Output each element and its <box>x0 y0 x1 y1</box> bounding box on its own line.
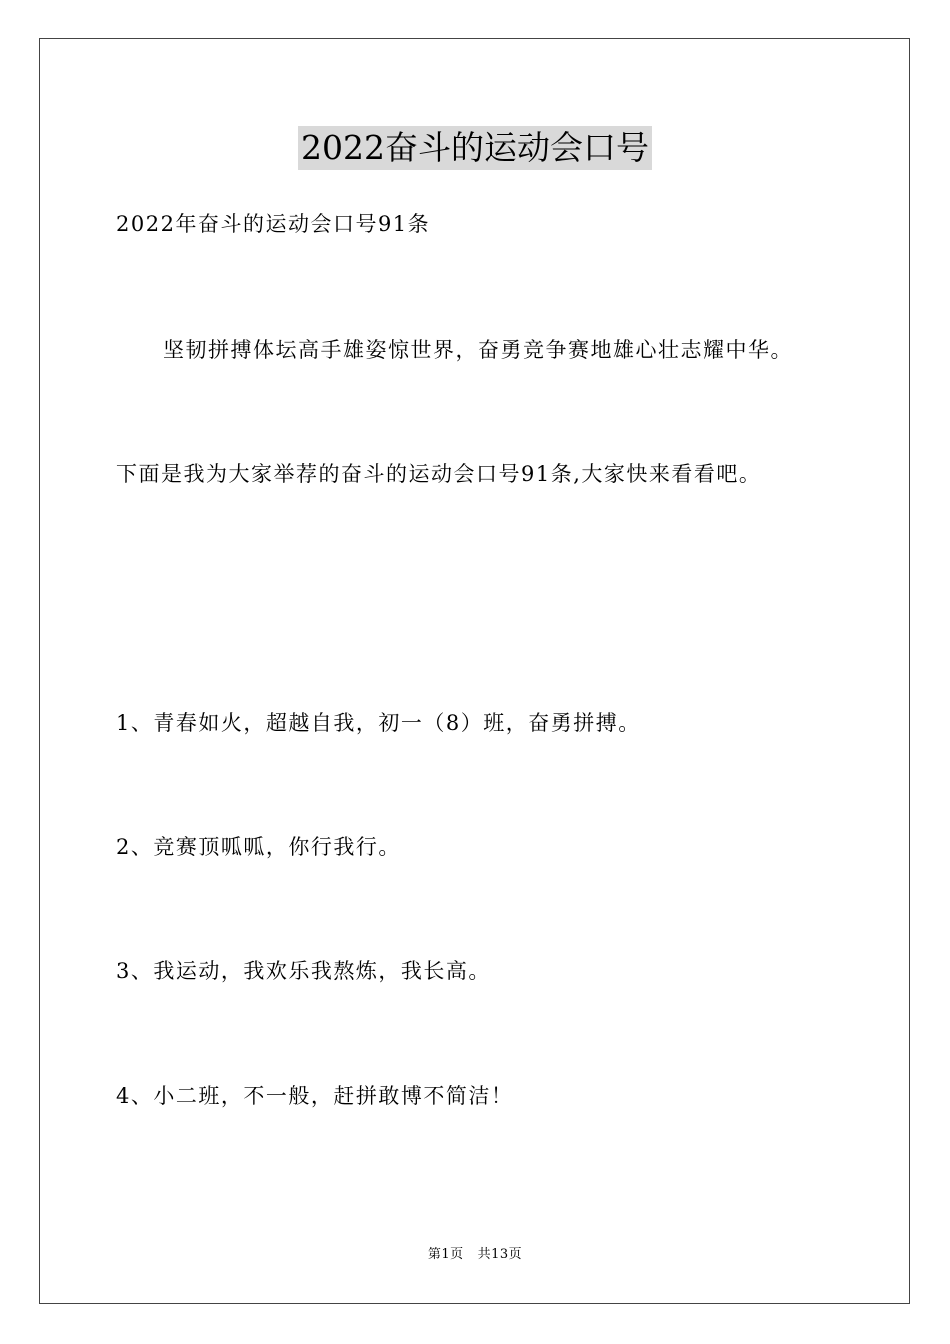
document-subtitle: 2022年奋斗的运动会口号91条 <box>116 212 431 236</box>
document-title: 2022奋斗的运动会口号 <box>298 126 652 170</box>
slogan-item-1: 1、青春如火，超越自我，初一（8）班，奋勇拼搏。 <box>116 711 641 735</box>
slogan-item-4: 4、小二班，不一般，赶拼敢博不简洁！ <box>116 1084 514 1108</box>
slogan-item-2: 2、竞赛顶呱呱，你行我行。 <box>116 835 401 859</box>
page-footer <box>0 1246 950 1264</box>
title-container <box>0 126 950 170</box>
page-total: 共13页 <box>477 1247 523 1262</box>
intro-slogan: 坚韧拼搏体坛高手雄姿惊世界，奋勇竞争赛地雄心壮志耀中华。 <box>163 338 793 362</box>
page-number: 第1页 <box>427 1247 464 1262</box>
intro-text: 下面是我为大家举荐的奋斗的运动会口号91条,大家快来看看吧。 <box>116 462 762 486</box>
slogan-item-3: 3、我运动，我欢乐我熬炼，我长高。 <box>116 959 491 983</box>
